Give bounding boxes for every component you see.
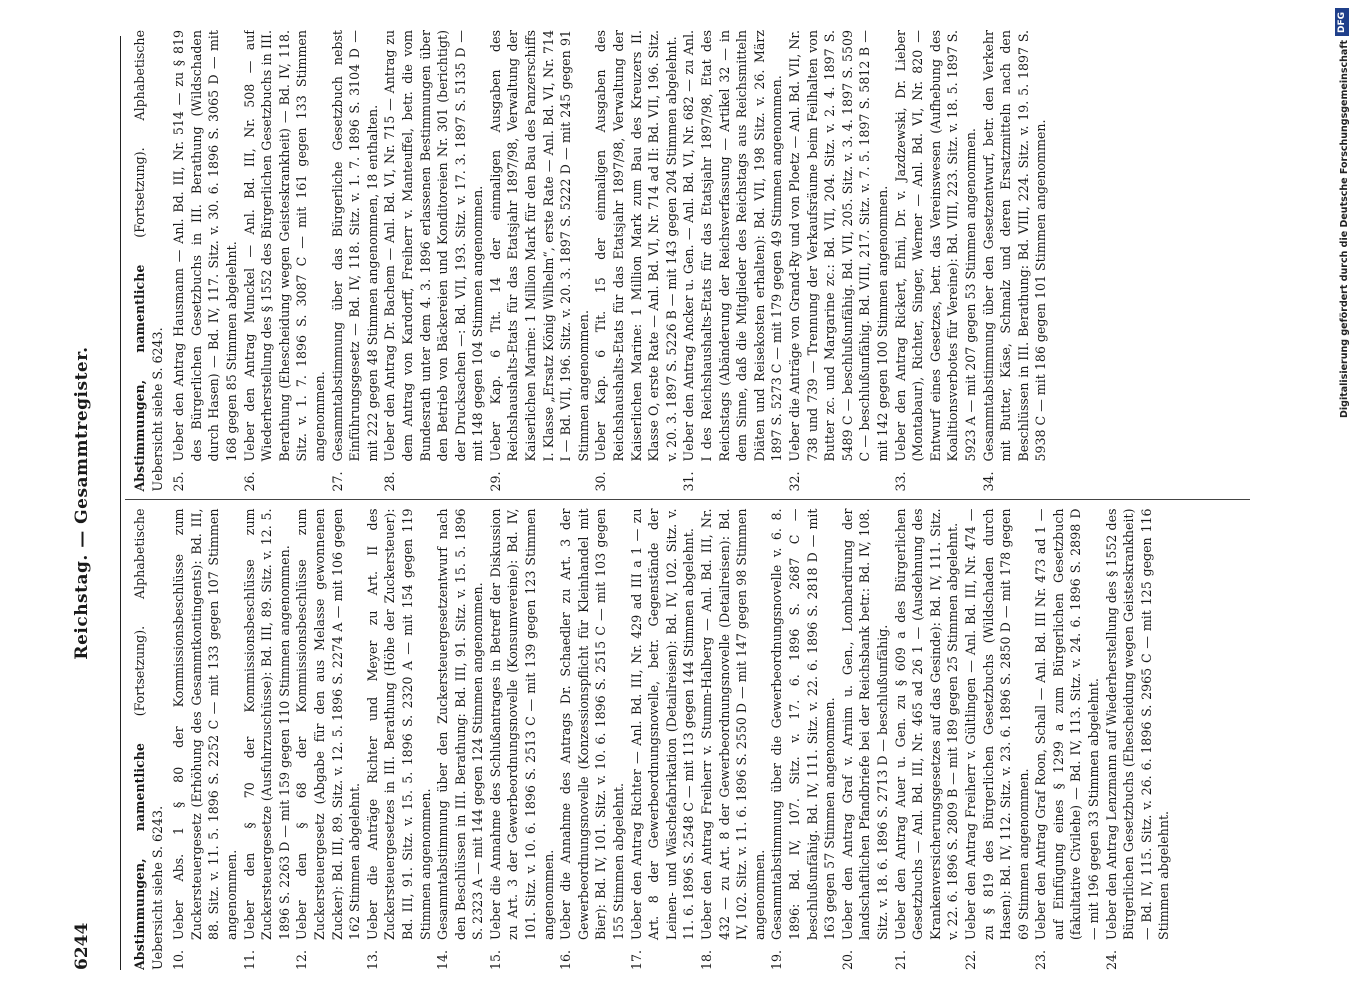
left-heading-bold: Abstimmungen, namentliche (132, 743, 147, 970)
entry-text: Ueber den Antrag Freiherr v. Gültlingen — Anl. Bd. III, Nr. 474 — zu § 819 des Bürgerlichen Gesetzbuchs (Wildschaden durch Hasen): Bd. IV, 112. Sitz. v. 23. 6. 1896 S. 2850 D — mit 178 gegen 69 Stimmen angenommen. (962, 508, 1031, 940)
entry-number: 24. (1103, 949, 1119, 970)
entry-number: 16. (558, 949, 574, 970)
register-entry (768, 509, 838, 971)
entry-text: Ueber den Antrag Graf v. Arnim u. Gen., Lombardirung der landschaftlichen Pfandbriefe bei der Reichsbank betr.: Bd. IV, 108. Sitz. v. 18. 6. 1896 S. 2713 D — beschlußunfähig. (839, 508, 890, 940)
entry-text: Ueber die Annahme des Antrags Dr. Schaedler zu Art. 3 der Gewerbeordnungsnovelle (Konzessionspflicht für Kleinhandel mit Bier): Bd. IV, 101. Sitz. v. 10. 6. 1896 S. 2515 C — mit 103 gegen 155 Stimmen abgelehnt. (558, 508, 627, 940)
right-column-heading (131, 30, 166, 492)
entry-number: 31. (681, 471, 697, 492)
entry-number: 22. (962, 949, 978, 970)
entry-text: Ueber den Antrag Dr. Bachem — Anl. Bd. VI, Nr. 715 — Antrag zu dem Antrag von Kardorff, Freiherr v. Manteuffel, betr. die vom Bundesrath unter dem 4. 3. 1896 erlassenen Bestimmungen über den Betrieb von Bäckereien und Konditoreien Nr. 301 (berichtigt) der Drucksachen —: Bd. VII, 193. Sitz. v. 17. 3. 1897 S. 5135 D — mit 148 gegen 104 Stimmen angenommen. (382, 30, 486, 462)
entry-text: Gesammtabstimmung über den Gesetzentwurf, betr. den Verkehr mit Butter, Käse, Schmalz und deren Ersatzmitteln nach den Beschlüssen in III. Berathung: Bd. VIII, 224. Sitz. v. 19. 5. 1897 S. 5938 C — mit 186 gegen 101 Stimmen angenommen. (980, 30, 1049, 462)
entry-text: Ueber Kap. 6 Tit. 14 der einmaligen Ausgaben des Reichshaushalts-Etats für das Etatsjahr 1897/98, Verwaltung der Kaiserlichen Marine: 1 Million Mark für den Bau des Panzerschiffs I. Klasse „Ersatz König Wilhelm“, erste Rate — Anl. Bd. VI, Nr. 714 I — Bd. VII, 196. Sitz. v. 20. 3. 1897 S. 5222 D — mit 245 gegen 91 Stimmen angenommen. (487, 30, 591, 462)
entry-text: Ueber die Anträge Richter und Meyer zu Art. II des Zuckersteuergesetzes in III. Berathung (Höhe der Zuckersteuer): Bd. III, 91. Sitz. v. 15. 5. 1896 S. 2320 A — mit 154 gegen 119 Stimmen angenommen. (364, 508, 433, 940)
register-entry (241, 509, 294, 971)
register-entry (980, 30, 1050, 492)
entry-number: 17. (628, 949, 644, 970)
entry-number: 26. (241, 471, 257, 492)
entry-text: Ueber Abs. 1 § 80 der Kommissionsbeschlüsse zum Zuckersteuergesetz (Erhöhung des Gesammtkontingents): Bd. III, 88. Sitz. v. 11. 5. 1896 S. 2252 C — mit 133 gegen 107 Stimmen angenommen. (171, 508, 239, 940)
left-column (125, 500, 1250, 971)
register-entry (557, 509, 627, 971)
entry-number: 11. (241, 949, 257, 970)
register-entry (680, 30, 786, 492)
register-entry (329, 30, 382, 492)
entry-number: 23. (1033, 949, 1049, 970)
entry-number: 14. (435, 949, 451, 970)
register-entry (364, 509, 434, 971)
entry-number: 19. (769, 949, 785, 970)
right-heading-bold: Abstimmungen, namentliche (132, 264, 147, 492)
entry-text: Ueber den Antrag Ancker u. Gen. — Anl. Bd. VI, Nr. 682 — zu Anl. I des Reichshaushalts-Etats für das Etatsjahr 1897/98, Etat des Reichstags (Abänderung der Reichsverfassung — Artikel 32 — in dem Sinne, daß die Mitglieder des Reichstags aus Reichsmitteln Diäten und Reisekosten erhalten): Bd. VII, 198 Sitz. v. 26. März 1897 S. 5273 C — mit 179 gegen 49 Stimmen angenommen. (681, 30, 785, 462)
dfg-logo-icon: DFG (1335, 8, 1349, 36)
page-header (50, 36, 121, 970)
left-heading-rest: (Fortsetzung). Alphabetische Uebersicht siehe S. 6243. (132, 508, 165, 970)
register-entry (892, 509, 962, 971)
text-columns (125, 30, 1250, 970)
register-entry (786, 30, 892, 492)
entry-number: 20. (839, 949, 855, 970)
entry-text: Ueber den Antrag Freiherr v. Stumm-Halberg — Anl. Bd. III, Nr. 432 — zu Art. 8 der Gewerbeordnungsnovelle (Detailreisen): Bd. IV, 102. Sitz. v. 11. 6. 1896 S. 2550 D — mit 147 gegen 98 Stimmen angenommen. (699, 508, 767, 940)
entry-text: Ueber den Antrag Lenzmann auf Wiederherstellung des § 1552 des Bürgerlichen Gesetzbuchs (Ehescheidung wegen Geisteskrankheit) — Bd. IV, 115. Sitz. v. 26. 6. 1896 S. 2965 C — mit 125 gegen 116 Stimmen abgelehnt. (1103, 508, 1172, 940)
entry-text: Ueber den § 70 der Kommissionsbeschlüsse zum Zuckersteuergesetze (Ausfuhrzuschüsse): Bd. III, 89. Sitz. v. 12. 5. 1896 S. 2263 D — mit 159 gegen 110 Stimmen angenommen. (241, 508, 292, 940)
entry-text: Ueber den Antrag Hausmann — Anl. Bd. III, Nr. 514 — zu § 819 des Bürgerlichen Gesetzbuchs in III. Berathung (Wildschaden durch Hasen) — Bd. IV, 117. Sitz. v. 30. 6. 1896 S. 3065 D — mit 168 gegen 85 Stimmen abgelehnt. (171, 30, 239, 462)
entry-text: Ueber die Annahme des Schlußantrages in Betreff der Diskussion zu Art. 3 der Gewerbeordnungsnovelle (Konsumvereine): Bd. IV, 101. Sitz. v. 10. 6. 1896 S. 2513 C — mit 139 gegen 123 Stimmen angenommen. (487, 508, 556, 940)
register-entry (170, 30, 240, 492)
entry-number: 27. (329, 471, 345, 492)
register-entry (487, 509, 557, 971)
rotated-page (50, 0, 1350, 1000)
entry-text: Ueber den Antrag Richter — Anl. Bd. III, Nr. 429 ad III a 1 — zu Art. 8 der Gewerbeordnungsnovelle, betr. Gegenstände der Leinen- und Wäschefabrikation (Detailreisen): Bd. IV, 102. Sitz. v. 11. 6. 1896 S. 2548 C — mit 113 gegen 144 Stimmen abgelehnt. (628, 508, 697, 940)
left-entry-list (170, 509, 1173, 971)
register-entry (698, 509, 768, 971)
register-entry (962, 509, 1032, 971)
right-entry-list (170, 30, 1050, 492)
register-entry (839, 509, 892, 971)
entry-text: Ueber den Antrag Auer u. Gen. zu § 609 a des Bürgerlichen Gesetzbuchs — Anl. Bd. III, Nr. 465 ad 26 1 — (Ausdehnung des Krankenversicherungsgesetzes auf das Gesinde): Bd. IV, 111. Sitz. v. 22. 6. 1896 S. 2809 B — mit 189 gegen 25 Stimmen abgelehnt. (892, 508, 961, 940)
entry-number: 10. (171, 949, 187, 970)
entry-number: 29. (487, 471, 503, 492)
entry-number: 15. (487, 949, 503, 970)
entry-number: 28. (382, 471, 398, 492)
register-entry (487, 30, 593, 492)
entry-number: 12. (294, 949, 310, 970)
entry-number: 34. (980, 471, 996, 492)
entry-number: 21. (892, 949, 908, 970)
entry-number: 13. (364, 949, 380, 970)
entry-number: 30. (593, 471, 609, 492)
entry-text: Gesammtabstimmung über den Zuckersteuergesetzentwurf nach den Beschlüssen in III. Berathung: Bd. III, 91. Sitz. v. 15. 5. 1896 S. 2323 A — mit 144 gegen 124 Stimmen angenommen. (435, 508, 486, 940)
entry-text: Ueber den Antrag Rickert, Ehni, Dr. v. Jazdzewski, Dr. Lieber (Montabaur), Richter, Singer, Werner — Anl. Bd. VI, Nr. 820 — Entwurf eines Gesetzes, betr. das Vereinswesen (Aufhebung des Koalitionsverbotes für Vereine): Bd. VIII, 223. Sitz. v. 18. 5. 1897 S. 5923 A — mit 207 gegen 53 Stimmen angenommen. (892, 30, 978, 462)
running-title: Reichstag. — Gesammtregister. (72, 346, 92, 660)
entry-text: Ueber den Antrag Graf Roon, Schall — Anl. Bd. III Nr. 473 ad 1 — auf Einfügung eines § 1299 a zum Bürgerlichen Gesetzbuch (fakultative Civilehe) — Bd. IV, 113. Sitz. v. 24. 6. 1896 S. 2898 D — mit 196 gegen 33 Stimmen abgelehnt. (1033, 508, 1102, 940)
register-entry (1103, 509, 1173, 971)
entry-text: Gesammtabstimmung über das Bürgerliche Gesetzbuch nebst Einführungsgesetz — Bd. IV, 118. Sitz. v. 1. 7. 1896 S. 3104 D — mit 222 gegen 48 Stimmen angenommen, 18 enthalten. (329, 30, 380, 462)
page-number: 6244 (72, 922, 92, 970)
digitization-sidebar (1329, 0, 1353, 1000)
entry-text: Ueber den Antrag Munckel — Anl. Bd. III, Nr. 508 — auf Wiederherstellung des § 1552 des Bürgerlichen Gesetzbuchs in III. Berathung (Ehescheidung wegen Geisteskrankheit) — Bd. IV, 118. Sitz. v. 1. 7. 1896 S. 3087 C — mit 161 gegen 133 Stimmen angenommen. (241, 30, 327, 462)
register-entry (241, 30, 329, 492)
entry-text: Ueber die Anträge von Grand-Ry und von Ploetz — Anl. Bd. VII, Nr. 738 und 739 — Trennung der Verkaufsräume beim Feilhalten von Butter zc. und Margarine zc.: Bd. VII, 204. Sitz. v. 2. 4. 1897 S. 5489 C — beschlußunfähig. Bd. VII, 205. Sitz. v. 3. 4. 1897 S. 5509 C — beschlußunfähig. Bd. VIII, 217. Sitz. v. 7. 5. 1897 S. 5812 B — mit 142 gegen 100 Stimmen angenommen. (786, 30, 890, 462)
register-entry (1032, 509, 1102, 971)
register-entry (170, 509, 240, 971)
register-entry (434, 509, 487, 971)
register-entry (892, 30, 980, 492)
entry-text: Gesammtabstimmung über die Gewerbeordnungsnovelle v. 6. 8. 1896: Bd. IV, 107. Sitz. v. 17. 6. 1896 S. 2687 C — beschlußunfähig. Bd. IV, 111. Sitz. v. 22. 6. 1896 S. 2818 D — mit 163 gegen 57 Stimmen angenommen. (769, 508, 838, 940)
digitization-note: Digitalisierung gefördert durch die Deutsche Forschungsgemeinschaft (1339, 40, 1350, 418)
left-column-heading (131, 509, 166, 971)
register-entry (293, 509, 363, 971)
entry-number: 18. (699, 949, 714, 970)
register-entry (628, 509, 698, 971)
entry-text: Ueber Kap. 6 Tit. 15 der einmaligen Ausgaben des Reichshaushalts-Etats für das Etatsjahr 1897/98, Verwaltung der Kaiserlichen Marine: 1 Million Mark zum Bau des Kreuzers II. Klasse O, erste Rate — Anl. Bd. VI, Nr. 714 ad II: Bd. VII, 196. Sitz. v. 20. 3. 1897 S. 5226 B — mit 143 gegen 204 Stimmen abgelehnt. (593, 30, 679, 462)
right-column (125, 30, 1250, 500)
entry-number: 25. (171, 471, 187, 492)
right-heading-rest: (Fortsetzung). Alphabetische Uebersicht siehe S. 6243. (132, 30, 165, 492)
entry-number: 33. (892, 471, 908, 492)
entry-number: 32. (786, 471, 802, 492)
entry-text: Ueber den § 68 der Kommissionsbeschlüsse zum Zuckersteuergesetz (Abgabe für den aus Melasse gewonnenen Zucker): Bd. III, 89. Sitz. v. 12. 5. 1896 S. 2274 A — mit 106 gegen 162 Stimmen abgelehnt. (294, 508, 363, 940)
register-entry (381, 30, 487, 492)
register-entry (592, 30, 680, 492)
